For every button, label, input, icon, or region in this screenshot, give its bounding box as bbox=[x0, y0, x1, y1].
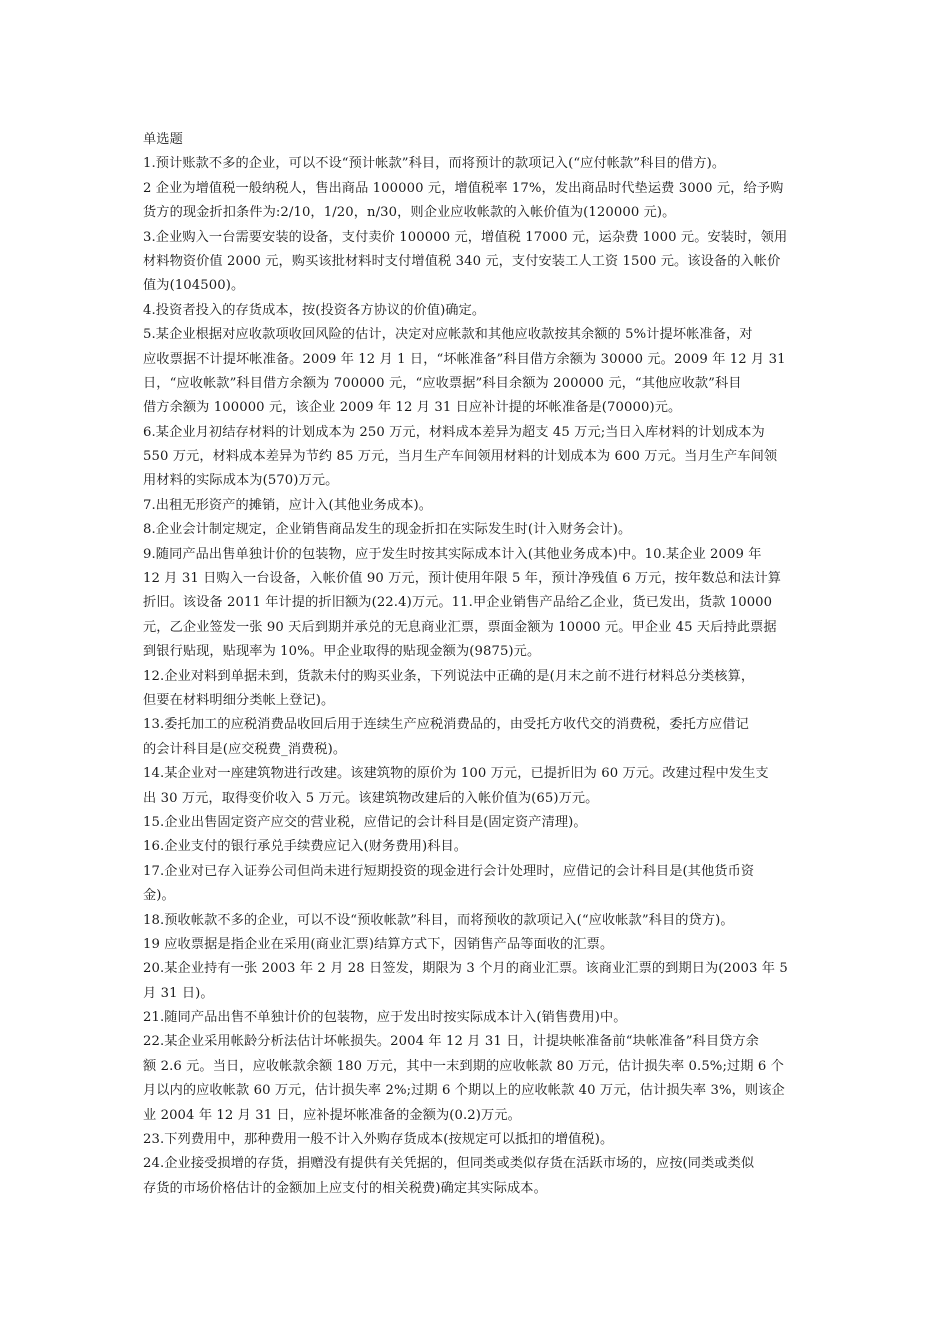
text-line: 23.下列费用中，那种费用一般不计入外购存货成本(按规定可以抵扣的增值税)。 bbox=[143, 1132, 614, 1148]
text-line: 材料物资价值 2000 元，购买该批材料时支付增值税 340 元，支付安装工人工资 1500 元。该设备的入帐价 bbox=[143, 253, 781, 269]
text-line: 到银行贴现，贴现率为 10%。甲企业取得的贴现金额为(9875)元。 bbox=[143, 644, 541, 660]
text-line: 货方的现金折扣条件为:2/10，1/20，n/30，则企业应收帐款的入帐价值为(120000 元)。 bbox=[143, 205, 676, 221]
text-line: 的会计科目是(应交税费_消费税)。 bbox=[143, 741, 347, 757]
text-line: 24.企业接受损增的存货，捐赠没有提供有关凭据的，但同类或类似存货在活跃市场的，应按(同类或类似 bbox=[143, 1156, 755, 1172]
text-line: 但要在材料明细分类帐上登记)。 bbox=[143, 692, 335, 708]
text-line: 借方余额为 100000 元，该企业 2009 年 12 月 31 日应补计提的坏帐准备是(70000)元。 bbox=[143, 400, 682, 416]
text-line: 22.某企业采用帐龄分析法估计坏帐损失。2004 年 12 月 31 日，计提块帐准备前“块帐准备”科目贷方余 bbox=[143, 1034, 759, 1050]
text-line: 12 月 31 日购入一台设备，入帐价值 90 万元，预计使用年限 5 年，预计净残值 6 万元，按年数总和法计算 bbox=[143, 571, 782, 587]
text-line: 1.预计账款不多的企业，可以不设“预计帐款”科目，而将预计的款项记入(“应付帐款”科目的借方)。 bbox=[143, 156, 726, 172]
text-line: 9.随同产品出售单独计价的包装物，应于发生时按其实际成本计入(其他业务成本)中。10.某企业 2009 年 bbox=[143, 546, 762, 562]
text-line: 存货的市场价格估计的金额加上应支付的相关税费)确定其实际成本。 bbox=[143, 1180, 547, 1196]
text-line: 21.随同产品出售不单独计价的包装物，应于发出时按实际成本计入(销售费用)中。 bbox=[143, 1010, 627, 1026]
text-line: 月 31 日)。 bbox=[143, 985, 214, 1001]
text-line: 值为(104500)。 bbox=[143, 278, 245, 294]
text-line: 额 2.6 元。当日，应收帐款余额 180 万元，其中一末到期的应收帐款 80 万元，估计损失率 0.5%;过期 6 个 bbox=[143, 1058, 784, 1074]
text-line: 8.企业会计制定规定，企业销售商品发生的现金折扣在实际发生时(计入财务会计)。 bbox=[143, 522, 632, 538]
section-heading: 单选题 bbox=[143, 132, 183, 147]
text-line: 月以内的应收帐款 60 万元，估计损失率 2%;过期 6 个期以上的应收帐款 40 万元，估计损失率 3%，则该企 bbox=[143, 1083, 785, 1099]
text-line: 16.企业支付的银行承兑手续费应记入(财务费用)科目。 bbox=[143, 839, 468, 855]
text-line: 业 2004 年 12 月 31 日，应补提坏帐准备的金额为(0.2)万元。 bbox=[143, 1107, 521, 1123]
text-line: 7.出租无形资产的摊销，应计入(其他业务成本)。 bbox=[143, 497, 433, 513]
text-line: 12.企业对料到单据未到，货款未付的购买业条，下列说法中正确的是(月末之前不进行材料总分类核算， bbox=[143, 668, 755, 684]
text-line: 6.某企业月初结存材料的计划成本为 250 万元，材料成本差异为超支 45 万元;当日入库材料的计划成本为 bbox=[143, 424, 765, 440]
text-line: 550 万元，材料成本差异为节约 85 万元，当月生产车间领用材料的计划成本为 600 万元。当月生产车间领 bbox=[143, 449, 778, 465]
text-line: 17.企业对已存入证券公司但尚未进行短期投资的现金进行会计处理时，应借记的会计科目是(其他货币资 bbox=[143, 863, 755, 879]
text-line: 4.投资者投入的存货成本，按(投资各方协议的价值)确定。 bbox=[143, 302, 486, 318]
text-line: 18.预收帐款不多的企业，可以不设“预收帐款”科目，而将预收的款项记入(“应收帐款”科目的贷方)。 bbox=[143, 912, 734, 928]
text-line: 元，乙企业签发一张 90 天后到期并承兑的无息商业汇票，票面金额为 10000 元。甲企业 45 天后持此票据 bbox=[143, 619, 777, 635]
text-line: 15.企业出售固定资产应交的营业税，应借记的会计科目是(固定资产清理)。 bbox=[143, 814, 587, 830]
text-line: 3.企业购入一台需要安装的设备，支付卖价 100000 元，增值税 17000 元，运杂费 1000 元。安装时，领用 bbox=[143, 229, 788, 245]
text-line: 5.某企业根据对应收款项收回风险的估计，决定对应帐款和其他应收款按其余额的 5%计提坏帐准备，对 bbox=[143, 327, 753, 343]
text-line: 19 应收票据是指企业在采用(商业汇票)结算方式下，因销售产品等面收的汇票。 bbox=[143, 936, 614, 952]
text-line: 14.某企业对一座建筑物进行改建。该建筑物的原价为 100 万元，已提折旧为 60 万元。改建过程中发生支 bbox=[143, 766, 769, 782]
text-line: 日，“应收帐款”科目借方余额为 700000 元，“应收票据”科目余额为 200000 元，“其他应收款”科目 bbox=[143, 375, 742, 391]
text-line: 金)。 bbox=[143, 888, 175, 904]
text-line: 用材料的实际成本为(570)万元。 bbox=[143, 473, 339, 489]
text-line: 折旧。该设备 2011 年计提的折旧额为(22.4)万元。11.甲企业销售产品给乙企业，货已发出，货款 10000 bbox=[143, 595, 773, 611]
document-body bbox=[143, 128, 808, 1201]
text-line: 13.委托加工的应税消费品收回后用于连续生产应税消费品的，由受托方收代交的消费税，委托方应借记 bbox=[143, 717, 749, 733]
text-line: 20.某企业持有一张 2003 年 2 月 28 日签发，期限为 3 个月的商业汇票。该商业汇票的到期日为(2003 年 5 bbox=[143, 961, 788, 977]
text-line: 应收票据不计提坏帐准备。2009 年 12 月 1 日，“坏帐准备”科目借方余额为 30000 元。2009 年 12 月 31 bbox=[143, 351, 786, 367]
text-line: 出 30 万元，取得变价收入 5 万元。该建筑物改建后的入帐价值为(65)万元。 bbox=[143, 790, 599, 806]
text-line: 2 企业为增值税一般纳税人，售出商品 100000 元，增值税率 17%，发出商品时代垫运费 3000 元，给予购 bbox=[143, 180, 784, 196]
